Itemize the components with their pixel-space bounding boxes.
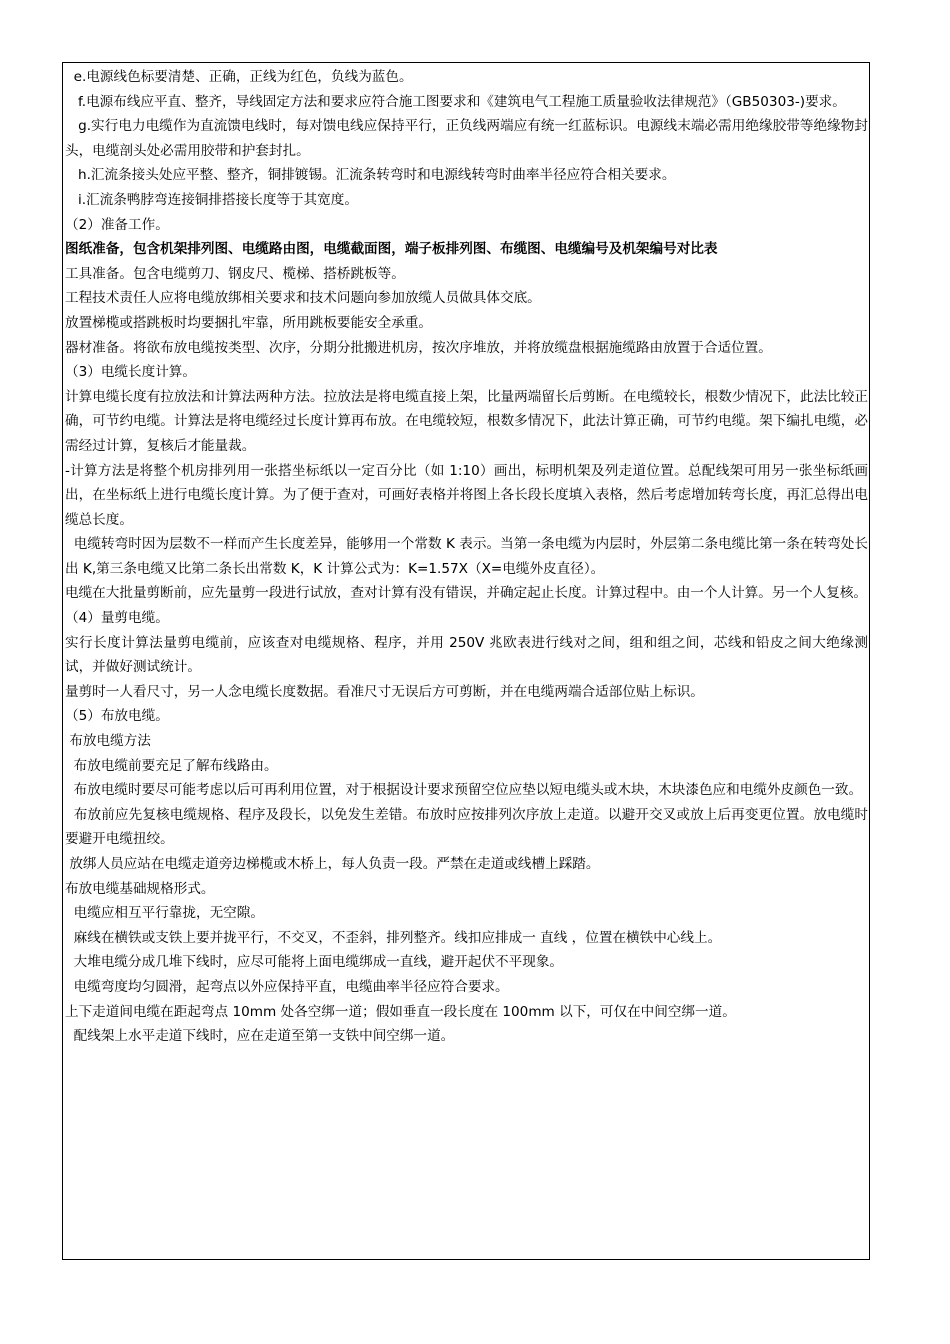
paragraph-length-methods: 计算电缆长度有拉放法和计算法两种方法。拉放法是将电缆直接上架，比量两端留长后剪断。在电缆较长，根数少情况下，此法比较正确，可节约电缆。计算法是将电缆经过长度计算再布放。在电缆较短，根数多情况下，此法计算正确，可节约电缆。架下编扎电缆，必需经过计算，复核后才能量裁。 xyxy=(65,388,868,454)
paragraph-f-power-routing: f.电源布线应平直、整齐，导线固定方法和要求应符合施工图要求和《建筑电气工程施工质量验收法律规范》（GB50303-)要求。 xyxy=(65,93,846,110)
subheading-laying-method: 布放电缆方法 xyxy=(65,733,151,750)
section-heading-length-calc: （3）电缆长度计算。 xyxy=(65,364,196,381)
paragraph-insulation-test: 实行长度计算法量剪电缆前，应该查对电缆规格、程序，并用 250V 兆欧表进行线对之间，组和组之间，芯线和铅皮之间大绝缘测试，并做好测试统计。 xyxy=(65,634,868,676)
paragraph-drawing-preparation: 图纸准备，包含机架排列图、电缆路由图，电缆截面图，端子板排列图、布缆图、电缆编号及机架编号对比表 xyxy=(65,241,718,258)
paragraph-vertical-binding: 上下走道间电缆在距起弯点 10mm 处各空绑一道；假如垂直一段长度在 100mm 以下，可仅在中间空绑一道。 xyxy=(65,1003,736,1020)
paragraph-g-dc-feeder: g.实行电力电缆作为直流馈电线时，每对馈电线应保持平行，正负线两端应有统一红蓝标识。电源线末端必需用绝缘胶带等绝缘物封头，电缆剖头处必需用胶带和护套封扎。 xyxy=(65,118,868,159)
section-heading-laying: （5）布放电缆。 xyxy=(65,708,169,725)
paragraph-cutting-procedure: 量剪时一人看尺寸，另一人念电缆长度数据。看准尺寸无误后方可剪断，并在电缆两端合适部位贴上标识。 xyxy=(65,683,704,700)
paragraph-technical-briefing: 工程技术责任人应将电缆放绑相关要求和技术问题向参加放缆人员做具体交底。 xyxy=(65,290,541,307)
paragraph-trial-cut: 电缆在大批量剪断前，应先量剪一段进行试放，查对计算有没有错误，并确定起止长度。计算过程中。由一个人计算。另一个人复核。 xyxy=(65,585,868,602)
paragraph-parallel-cables: 电缆应相互平行靠拢，无空隙。 xyxy=(65,905,264,922)
document-body xyxy=(62,62,870,1260)
paragraph-tool-preparation: 工具准备。包含电缆剪刀、钢皮尺、榄梯、搭桥跳板等。 xyxy=(65,265,405,282)
paragraph-worker-position: 放绑人员应站在电缆走道旁边梯榄或木桥上，每人负责一段。严禁在走道或线槽上踩踏。 xyxy=(65,856,600,872)
paragraph-material-preparation: 器材准备。将欲布放电缆按类型、次序，分期分批搬进机房，按次序堆放，并将放缆盘根据施缆路由放置于合适位置。 xyxy=(65,339,772,356)
section-heading-preparation: （2）准备工作。 xyxy=(65,216,169,233)
paragraph-h-busbar-joint: h.汇流条接头处应平整、整齐，铜排镀锡。汇流条转弯时和电源线转弯时曲率半径应符合相关要求。 xyxy=(65,167,676,184)
paragraph-calc-method: -计算方法是将整个机房排列用一张搭坐标纸以一定百分比（如 1:10）画出，标明机架及列走道位置。总配线架可用另一张坐标纸画出，在坐标纸上进行电缆长度计算。为了便于查对，可画好表格并将图上各长段长度填入表格，然后考虑增加转弯长度，再汇总得出电缆总长度。 xyxy=(65,462,868,528)
paragraph-ladder-safety: 放置梯榄或搭跳板时均要捆扎牢靠，所用跳板要能安全承重。 xyxy=(65,314,433,331)
paragraph-frame-binding: 配线架上水平走道下线时，应在走道至第一支铁中间空绑一道。 xyxy=(65,1028,455,1045)
paragraph-bend-radius: 电缆弯度均匀圆滑，起弯点以外应保持平直，电缆曲率半径应符合要求。 xyxy=(65,978,509,995)
paragraph-bend-constant: 电缆转弯时因为层数不一样而产生长度差异，能够用一个常数 K 表示。当第一条电缆为内层时，外层第二条电缆比第一条在转弯处长出 K,第三条电缆又比第二条长出常数 K，K 计算公式为：K=1.57X（X=电缆外皮直径）。 xyxy=(65,536,868,577)
section-heading-cutting: （4）量剪电缆。 xyxy=(65,610,169,627)
paragraph-recheck-spec: 布放前应先复核电缆规格、程序及段长，以免发生差错。布放时应按排列次序放上走道。以避开交叉或放上后再变更位置。放电缆时要避开电缆扭绞。 xyxy=(65,806,868,848)
paragraph-twine-binding: 麻线在横铁或支铁上要并拢平行，不交叉，不歪斜，排列整齐。线扣应排成一 直线 ，位置在横铁中心线上。 xyxy=(65,929,722,946)
paragraph-know-route: 布放电缆前要充足了解布线路由。 xyxy=(65,757,278,774)
paragraph-reserve-space: 布放电缆时要尽可能考虑以后可再利用位置，对于根据设计要求预留空位应垫以短电缆头或木块，木块漆色应和电缆外皮颜色一致。 xyxy=(65,782,863,799)
paragraph-e-power-color: e.电源线色标要清楚、正确，正线为红色，负线为蓝色。 xyxy=(65,69,413,85)
paragraph-i-busbar-bend: i.汇流条鸭脖弯连接铜排搭接长度等于其宽度。 xyxy=(65,191,358,208)
paragraph-bundle-split: 大堆电缆分成几堆下线时，应尽可能将上面电缆绑成一直线，避开起伏不平现象。 xyxy=(65,954,564,971)
subheading-laying-spec: 布放电缆基础规格形式。 xyxy=(65,880,215,897)
